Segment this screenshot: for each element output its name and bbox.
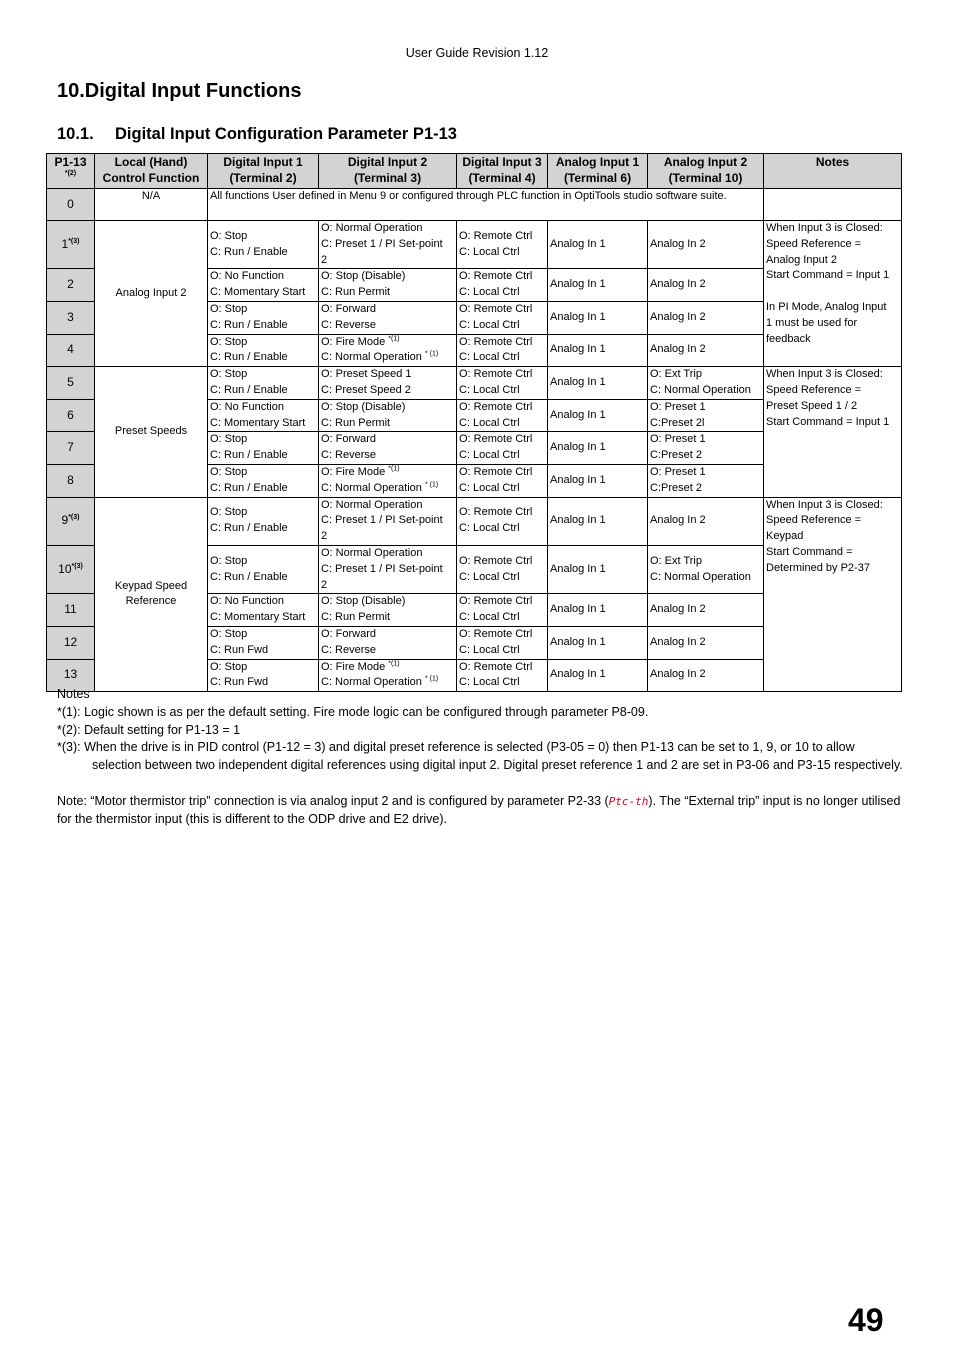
cell-line: C: Local Ctrl <box>459 676 520 689</box>
digital-input-1 <box>208 594 319 627</box>
row0-description: All functions User defined in Menu 9 or configured through PLC function in OptiTools studio software suite. <box>208 189 764 221</box>
cell-line: O: Forward <box>321 627 377 640</box>
p-value: 8 <box>47 464 95 497</box>
cell-line: feedback <box>766 332 811 345</box>
cell-line: C: Preset 1 / PI Set-point <box>321 514 443 527</box>
cell-line: When Input 3 is Closed: <box>766 368 883 381</box>
cell-line: O: Remote Ctrl <box>459 506 533 519</box>
analog-input-2 <box>648 497 764 545</box>
header-ai2: Analog Input 2 (Terminal 10) <box>648 154 764 189</box>
cell-line: O: Remote Ctrl <box>459 433 533 446</box>
p-value: 7 <box>47 432 95 465</box>
cell-line: O: Remote Ctrl <box>459 229 533 242</box>
cell-line: O: Remote Ctrl <box>459 660 533 673</box>
cell-line: C: Run / Enable <box>210 245 288 258</box>
cell-line: O: Remote Ctrl <box>459 368 533 381</box>
cell-line: O: Normal Operation <box>321 546 423 559</box>
cell-line: O: Ext Trip <box>650 554 702 567</box>
cell-line: O: Remote Ctrl <box>459 335 533 348</box>
local-function: Analog Input 2 <box>95 221 208 367</box>
digital-input-3 <box>457 594 548 627</box>
cell-line: O: Remote Ctrl <box>459 302 533 315</box>
cell-line: Analog In 2 <box>650 668 706 681</box>
analog-input-1: Analog In 1 <box>548 301 648 334</box>
cell-line: C: Local Ctrl <box>459 570 520 583</box>
digital-input-1 <box>208 221 319 269</box>
digital-input-2 <box>319 334 457 367</box>
cell-line: O: No Function <box>210 400 284 413</box>
analog-input-2 <box>648 464 764 497</box>
cell-line: C: Preset 1 / PI Set-point <box>321 237 443 250</box>
cell-line: O: Remote Ctrl <box>459 400 533 413</box>
page-number: 49 <box>848 1302 884 1338</box>
cell-line: O: Stop <box>210 368 248 381</box>
cell-line: O: Fire Mode $^{*(1)}$ <box>321 334 400 348</box>
cell-line: O: Remote Ctrl <box>459 465 533 478</box>
cell-line: C: Run / Enable <box>210 383 288 396</box>
cell-line: O: Normal Operation <box>321 498 423 511</box>
p-value: 1$^{*(3)}$ <box>47 221 95 269</box>
header-p1-13: P1-13 *(2) <box>47 154 95 189</box>
digital-input-1 <box>208 626 319 659</box>
cell-line: Start Command = Input 1 <box>766 415 890 428</box>
digital-input-2 <box>319 626 457 659</box>
cell-line: O: Stop <box>210 465 248 478</box>
digital-input-3 <box>457 221 548 269</box>
cell-line: C: Normal Operation <box>650 570 751 583</box>
cell-line: Speed Reference = <box>766 514 862 527</box>
cell-line: C: Local Ctrl <box>459 245 520 258</box>
cell-line: O: Normal Operation <box>321 222 423 234</box>
cell-line: Analog In 2 <box>650 310 706 323</box>
cell-line: Speed Reference = <box>766 237 862 250</box>
p-value: 11 <box>47 594 95 627</box>
cell-line: Keypad <box>766 530 804 543</box>
cell-line: C:Preset 2l <box>650 416 705 429</box>
table-header-row <box>47 154 902 189</box>
p-value: 6 <box>47 399 95 432</box>
analog-input-2 <box>648 269 764 302</box>
cell-line: When Input 3 is Closed: <box>766 222 883 234</box>
cell-line: Speed Reference = <box>766 383 862 396</box>
cell-line: C: Local Ctrl <box>459 449 520 462</box>
digital-input-1 <box>208 399 319 432</box>
cell-line: Analog In 2 <box>650 635 706 648</box>
table-row <box>47 221 902 269</box>
cell-line: O: Stop (Disable) <box>321 270 406 283</box>
analog-input-1: Analog In 1 <box>548 334 648 367</box>
analog-input-1: Analog In 1 <box>548 221 648 269</box>
cell-line: O: No Function <box>210 270 284 283</box>
cell-line: 2 <box>321 530 328 543</box>
cell-line: C: Run Permit <box>321 286 391 299</box>
cell-line: O: No Function <box>210 595 284 608</box>
analog-input-1: Analog In 1 <box>548 367 648 400</box>
digital-input-2 <box>319 221 457 269</box>
digital-input-3 <box>457 399 548 432</box>
subsection-number: 10.1. <box>57 125 94 143</box>
table-row <box>47 497 902 545</box>
cell-line: In PI Mode, Analog Input <box>766 300 887 313</box>
cell-line: Analog Input 2 <box>766 253 837 266</box>
cell-line: C: Run / Enable <box>210 351 288 364</box>
header-di2: Digital Input 2 (Terminal 3) <box>319 154 457 189</box>
cell-line: C: Local Ctrl <box>459 611 520 624</box>
cell-line: C: Local Ctrl <box>459 522 520 535</box>
analog-input-1: Analog In 1 <box>548 659 648 692</box>
cell-line: C: Run / Enable <box>210 481 288 494</box>
cell-line: O: Preset 1 <box>650 433 706 446</box>
cell-line: Determined by P2-37 <box>766 561 870 574</box>
notes-cell <box>764 189 902 221</box>
analog-input-2 <box>648 221 764 269</box>
cell-line: C: Run Permit <box>321 611 391 624</box>
digital-input-2 <box>319 464 457 497</box>
notes-cell <box>764 367 902 497</box>
digital-input-2 <box>319 497 457 545</box>
digital-input-1 <box>208 432 319 465</box>
analog-input-1: Analog In 1 <box>548 594 648 627</box>
analog-input-1: Analog In 1 <box>548 497 648 545</box>
cell-line: 1 must be used for <box>766 316 858 329</box>
digital-input-1 <box>208 545 319 593</box>
cell-line: O: Remote Ctrl <box>459 554 533 567</box>
analog-input-2 <box>648 334 764 367</box>
cell-line: C: Local Ctrl <box>459 481 520 494</box>
notes-cell <box>764 497 902 692</box>
digital-input-3 <box>457 367 548 400</box>
cell-line: O: Preset 1 <box>650 400 706 413</box>
cell-line: O: Stop <box>210 229 248 242</box>
analog-input-1: Analog In 1 <box>548 432 648 465</box>
p-value: 12 <box>47 626 95 659</box>
table-row <box>47 189 902 221</box>
digital-input-1 <box>208 334 319 367</box>
analog-input-1: Analog In 1 <box>548 545 648 593</box>
cell-line: O: Stop <box>210 554 248 567</box>
cell-line <box>766 284 899 300</box>
cell-line: O: Forward <box>321 302 377 315</box>
cell-line: Start Command = Input 1 <box>766 269 890 282</box>
digital-input-1 <box>208 269 319 302</box>
cell-line: C:Preset 2 <box>650 481 702 494</box>
cell-line: C: Momentary Start <box>210 611 306 624</box>
cell-line: O: Remote Ctrl <box>459 270 533 283</box>
cell-line: C: Run Permit <box>321 416 391 429</box>
cell-line: C: Run Fwd <box>210 643 269 656</box>
cell-line: C: Reverse <box>321 643 377 656</box>
local-function: Preset Speeds <box>95 367 208 497</box>
cell-line: O: Preset Speed 1 <box>321 368 412 381</box>
cell-line: C: Run Fwd <box>210 676 269 689</box>
cell-line: Analog In 2 <box>650 514 706 527</box>
cell-line: Analog In 2 <box>650 343 706 356</box>
analog-input-2 <box>648 399 764 432</box>
digital-input-3 <box>457 497 548 545</box>
cell-line: Preset Speed 1 / 2 <box>766 399 858 412</box>
digital-input-3 <box>457 626 548 659</box>
page-header: User Guide Revision 1.12 <box>405 46 549 60</box>
cell-line: O: Stop <box>210 660 248 673</box>
cell-line: C: Local Ctrl <box>459 351 520 364</box>
cell-line: C: Local Ctrl <box>459 318 520 331</box>
header-di1: Digital Input 1 (Terminal 2) <box>208 154 319 189</box>
cell-line: C: Local Ctrl <box>459 416 520 429</box>
digital-input-2 <box>319 594 457 627</box>
note-2: *(2): Default setting for P1-13 = 1 <box>57 722 241 737</box>
digital-input-1 <box>208 301 319 334</box>
cell-line: C: Reverse <box>321 449 377 462</box>
digital-input-2 <box>319 545 457 593</box>
note-3: *(3): When the drive is in PID control (P1-12 = 3) and digital preset reference is selected (P3-05 = 0) then P1-13 can be set to 1, 9, or 10 to allow selection between two independent digital references using digital input 2. Digital preset reference 1 and 2 are set in P3-06 and P3-15 respectively. <box>57 740 903 773</box>
analog-input-2 <box>648 594 764 627</box>
cell-line: 2 <box>321 578 328 591</box>
cell-line: O: Stop (Disable) <box>321 400 406 413</box>
local-function: N/A <box>95 189 208 221</box>
analog-input-1: Analog In 1 <box>548 399 648 432</box>
digital-input-3 <box>457 545 548 593</box>
local-function: Keypad Speed Reference <box>95 497 208 692</box>
p-value: 9$^{*(3)}$ <box>47 497 95 545</box>
p-value: 3 <box>47 301 95 334</box>
thermistor-note: Note: “Motor thermistor trip” connection is via analog input 2 and is configured by parameter P2-33 (Ptc-th). The “External trip” input is no longer utilised for the thermistor input (this is different to the ODP drive and E2 drive). <box>57 793 901 826</box>
header-notes: Notes <box>764 154 902 189</box>
header-di3: Digital Input 3 (Terminal 4) <box>457 154 548 189</box>
cell-line: C: Local Ctrl <box>459 383 520 396</box>
digital-input-1 <box>208 367 319 400</box>
note-1: *(1): Logic shown is as per the default setting. Fire mode logic can be configured through parameter P8-09. <box>57 704 649 719</box>
digital-input-3 <box>457 432 548 465</box>
digital-input-2 <box>319 301 457 334</box>
cell-line: C: Run / Enable <box>210 570 288 583</box>
digital-input-1 <box>208 497 319 545</box>
cell-line: When Input 3 is Closed: <box>766 498 883 511</box>
cell-line: Analog In 2 <box>650 237 706 250</box>
ptc-th-code: Ptc-th <box>608 794 649 808</box>
p-value: 2 <box>47 269 95 302</box>
p-value: 4 <box>47 334 95 367</box>
cell-line: C: Normal Operation <box>650 383 751 396</box>
section-title: 10.Digital Input Functions <box>57 80 302 102</box>
cell-line: Start Command = <box>766 545 853 558</box>
p-value: 5 <box>47 367 95 400</box>
digital-input-2 <box>319 269 457 302</box>
cell-line: C: Preset Speed 2 <box>321 383 411 396</box>
p1-13-table <box>46 153 902 692</box>
cell-line: O: Ext Trip <box>650 368 702 381</box>
cell-line: C: Normal Operation $^{* (1)}$ <box>321 481 439 494</box>
cell-line: O: Forward <box>321 433 377 446</box>
cell-line: C: Reverse <box>321 318 377 331</box>
cell-line: C: Run / Enable <box>210 522 288 535</box>
cell-line: O: Preset 1 <box>650 465 706 478</box>
digital-input-2 <box>319 399 457 432</box>
digital-input-3 <box>457 464 548 497</box>
cell-line: O: Stop <box>210 627 248 640</box>
digital-input-2 <box>319 367 457 400</box>
cell-line: C: Local Ctrl <box>459 286 520 299</box>
p-value: 13 <box>47 659 95 692</box>
cell-line: O: Stop (Disable) <box>321 595 406 608</box>
subsection-title-text: Digital Input Configuration Parameter P1-13 <box>115 125 457 143</box>
analog-input-2 <box>648 432 764 465</box>
cell-line: Analog In 2 <box>650 278 706 291</box>
analog-input-1: Analog In 1 <box>548 269 648 302</box>
analog-input-1: Analog In 1 <box>548 626 648 659</box>
subsection-title <box>57 125 457 144</box>
cell-line: O: Stop <box>210 335 248 348</box>
cell-line: C: Momentary Start <box>210 286 306 299</box>
analog-input-2 <box>648 367 764 400</box>
digital-input-2 <box>319 432 457 465</box>
digital-input-3 <box>457 334 548 367</box>
cell-line: O: Stop <box>210 506 248 519</box>
cell-line: C: Run / Enable <box>210 318 288 331</box>
cell-line: O: Fire Mode $^{*(1)}$ <box>321 659 400 673</box>
header-local: Local (Hand) Control Function <box>95 154 208 189</box>
analog-input-1: Analog In 1 <box>548 464 648 497</box>
cell-line: C: Run / Enable <box>210 449 288 462</box>
analog-input-2 <box>648 626 764 659</box>
digital-input-3 <box>457 301 548 334</box>
cell-line: C: Preset 1 / PI Set-point <box>321 562 443 575</box>
cell-line: C:Preset 2 <box>650 449 702 462</box>
cell-line: C: Normal Operation $^{* (1)}$ <box>321 350 439 364</box>
digital-input-3 <box>457 269 548 302</box>
cell-line: C: Local Ctrl <box>459 643 520 656</box>
cell-line: C: Momentary Start <box>210 416 306 429</box>
cell-line: 2 <box>321 253 328 266</box>
notes-block <box>57 686 907 829</box>
notes-cell <box>764 221 902 367</box>
header-ai1: Analog Input 1 (Terminal 6) <box>548 154 648 189</box>
cell-line: O: Fire Mode $^{*(1)}$ <box>321 465 400 478</box>
analog-input-2 <box>648 301 764 334</box>
p-value: 0 <box>47 189 95 221</box>
cell-line: O: Stop <box>210 302 248 315</box>
cell-line: Analog In 2 <box>650 603 706 616</box>
notes-title: Notes <box>57 687 90 701</box>
p-value: 10$^{*(3)}$ <box>47 545 95 593</box>
cell-line: O: Remote Ctrl <box>459 627 533 640</box>
analog-input-2 <box>648 545 764 593</box>
cell-line: C: Normal Operation $^{* (1)}$ <box>321 675 439 689</box>
table-row <box>47 367 902 400</box>
digital-input-1 <box>208 464 319 497</box>
cell-line: O: Remote Ctrl <box>459 595 533 608</box>
cell-line: O: Stop <box>210 433 248 446</box>
